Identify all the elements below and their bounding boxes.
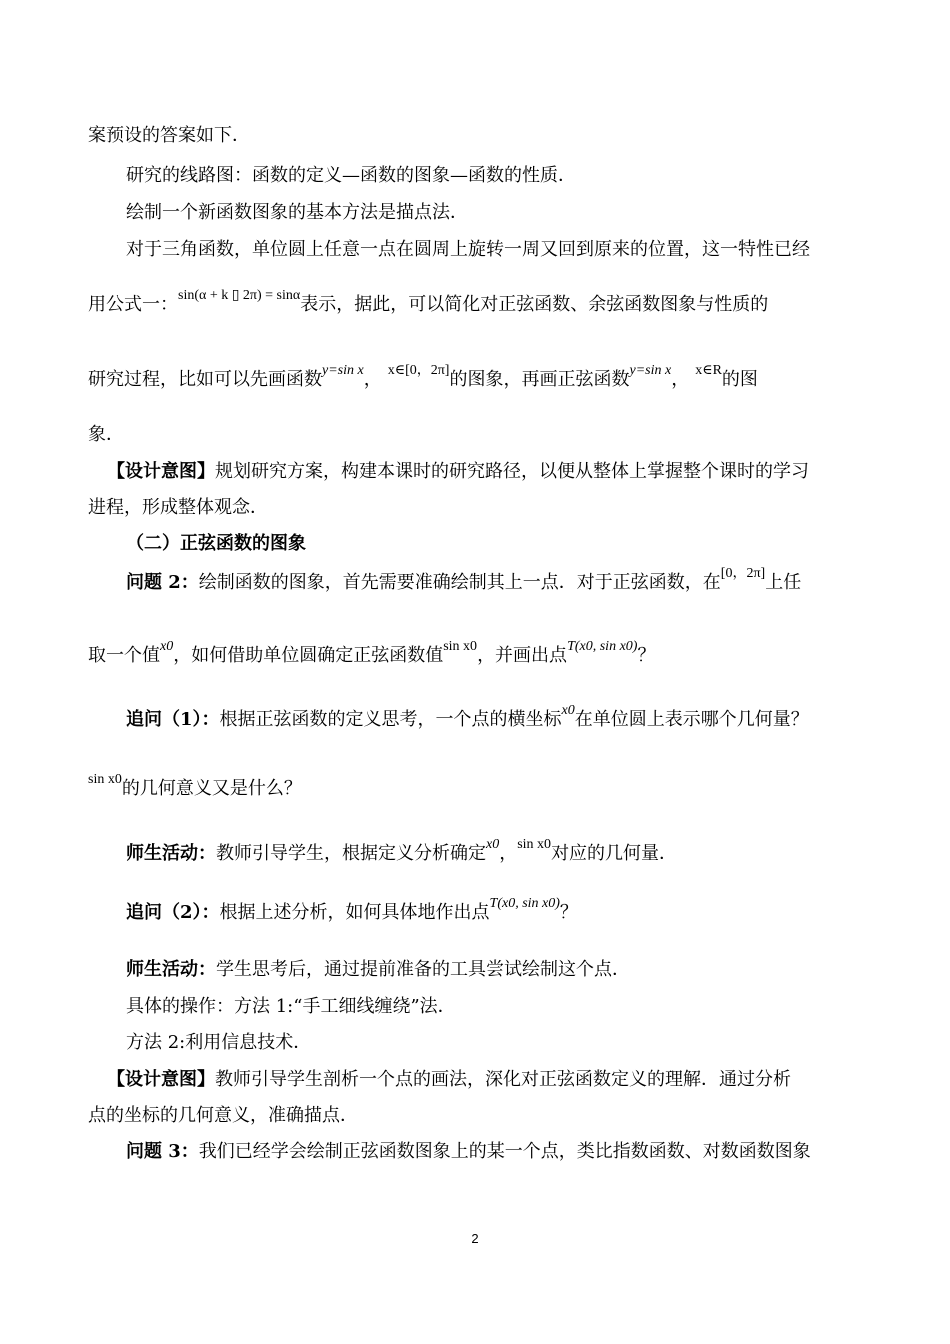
text: 对应的几何量．	[551, 843, 678, 864]
text: 点的坐标的几何意义，准确描点．	[88, 1105, 358, 1126]
text: ，	[363, 369, 382, 390]
formula: x∈[0，2π]	[387, 363, 450, 378]
text: 的图	[721, 369, 758, 390]
formula: x0	[561, 703, 575, 718]
text: 研究过程，比如可以先画函数	[88, 369, 322, 390]
formula: y=sin x	[629, 363, 672, 378]
text: ，	[671, 369, 690, 390]
formula: sin x0	[443, 639, 478, 654]
formula: T(x0, sin x0)	[489, 896, 560, 911]
formula: sin x0	[517, 837, 552, 852]
paragraph	[88, 288, 868, 319]
text: 上任	[765, 572, 802, 593]
text: ，	[499, 843, 518, 864]
paragraph	[126, 238, 906, 262]
formula: sin(α + k ▯ 2π) = sinα	[178, 288, 301, 303]
text: 根据上述分析，如何具体地作出点	[219, 902, 490, 923]
text: 规划研究方案，构建本课时的研究路径，以便从整体上掌握整个课时的学习	[215, 461, 809, 482]
paragraph	[88, 423, 868, 447]
label: 问题 3：	[126, 1141, 199, 1162]
page-number: 2	[471, 1231, 479, 1246]
text: 用公式一：	[88, 294, 178, 315]
text: 进程，形成整体观念．	[88, 497, 268, 518]
paragraph	[88, 1104, 868, 1128]
text: ？	[637, 645, 656, 666]
label: 问题 2：	[126, 572, 199, 593]
text: 表示，据此，可以简化对正弦函数、余弦函数图象与性质的	[300, 294, 769, 315]
text: 根据正弦函数的定义思考，一个点的横坐标	[219, 709, 562, 730]
text: （二）正弦函数的图象	[126, 533, 306, 554]
activity	[126, 958, 906, 982]
paragraph	[88, 124, 868, 148]
text: 绘制函数的图象，首先需要准确绘制其上一点．对于正弦函数，在	[198, 572, 721, 593]
label: 【设计意图】	[107, 1069, 215, 1090]
text: 我们已经学会绘制正弦函数图象上的某一个点，类比指数函数、对数函数图象	[198, 1141, 811, 1162]
formula: x0	[160, 639, 174, 654]
paragraph	[126, 995, 906, 1019]
formula: x∈R	[695, 363, 722, 378]
text: 象．	[88, 424, 124, 445]
section-heading	[126, 532, 906, 556]
label: 师生活动：	[126, 843, 216, 864]
text: 在单位圆上表示哪个几何量？	[574, 709, 809, 730]
paragraph	[88, 639, 868, 670]
text: 对于三角函数，单位圆上任意一点在圆周上旋转一周又回到原来的位置，这一特性已经	[126, 239, 810, 260]
text: 案预设的答案如下．	[88, 125, 250, 146]
paragraph	[126, 164, 906, 188]
question	[126, 566, 906, 597]
label: 追问（1）：	[126, 709, 220, 730]
activity	[126, 837, 906, 868]
text: ？	[559, 902, 578, 923]
text: 具体的操作：方法 1:“手工细线缠绕”法．	[126, 996, 456, 1017]
text: ，如何借助单位圆确定正弦函数值	[173, 645, 444, 666]
paragraph	[126, 1031, 906, 1055]
paragraph	[126, 201, 906, 225]
formula: x0	[486, 837, 500, 852]
label: 【设计意图】	[107, 461, 215, 482]
label: 追问（2）：	[126, 902, 220, 923]
text: 的图象，再画正弦函数	[449, 369, 630, 390]
question	[126, 1140, 906, 1164]
design-intent	[107, 1068, 887, 1092]
text: 绘制一个新函数图象的基本方法是描点法．	[126, 202, 468, 223]
formula: y=sin x	[322, 363, 364, 378]
text: ，并画出点	[477, 645, 568, 666]
paragraph	[88, 496, 868, 520]
formula: T(x0, sin x0)	[567, 639, 638, 654]
text: 的几何意义又是什么？	[121, 778, 302, 799]
text: 教师引导学生剖析一个点的画法，深化对正弦函数定义的理解．通过分析	[215, 1069, 791, 1090]
text: 研究的线路图：函数的定义—函数的图象—函数的性质．	[126, 165, 576, 186]
text: 取一个值	[88, 645, 160, 666]
follow-up-question	[126, 896, 906, 927]
text: 方法 2:利用信息技术．	[126, 1032, 312, 1053]
text: 教师引导学生，根据定义分析确定	[216, 843, 486, 864]
formula: [0，2π]	[720, 566, 766, 581]
design-intent	[107, 460, 887, 484]
follow-up-question	[126, 703, 906, 734]
paragraph	[88, 772, 868, 803]
formula: sin x0	[88, 772, 122, 787]
label: 师生活动：	[126, 959, 216, 980]
paragraph	[88, 363, 868, 394]
text: 学生思考后，通过提前准备的工具尝试绘制这个点．	[216, 959, 630, 980]
